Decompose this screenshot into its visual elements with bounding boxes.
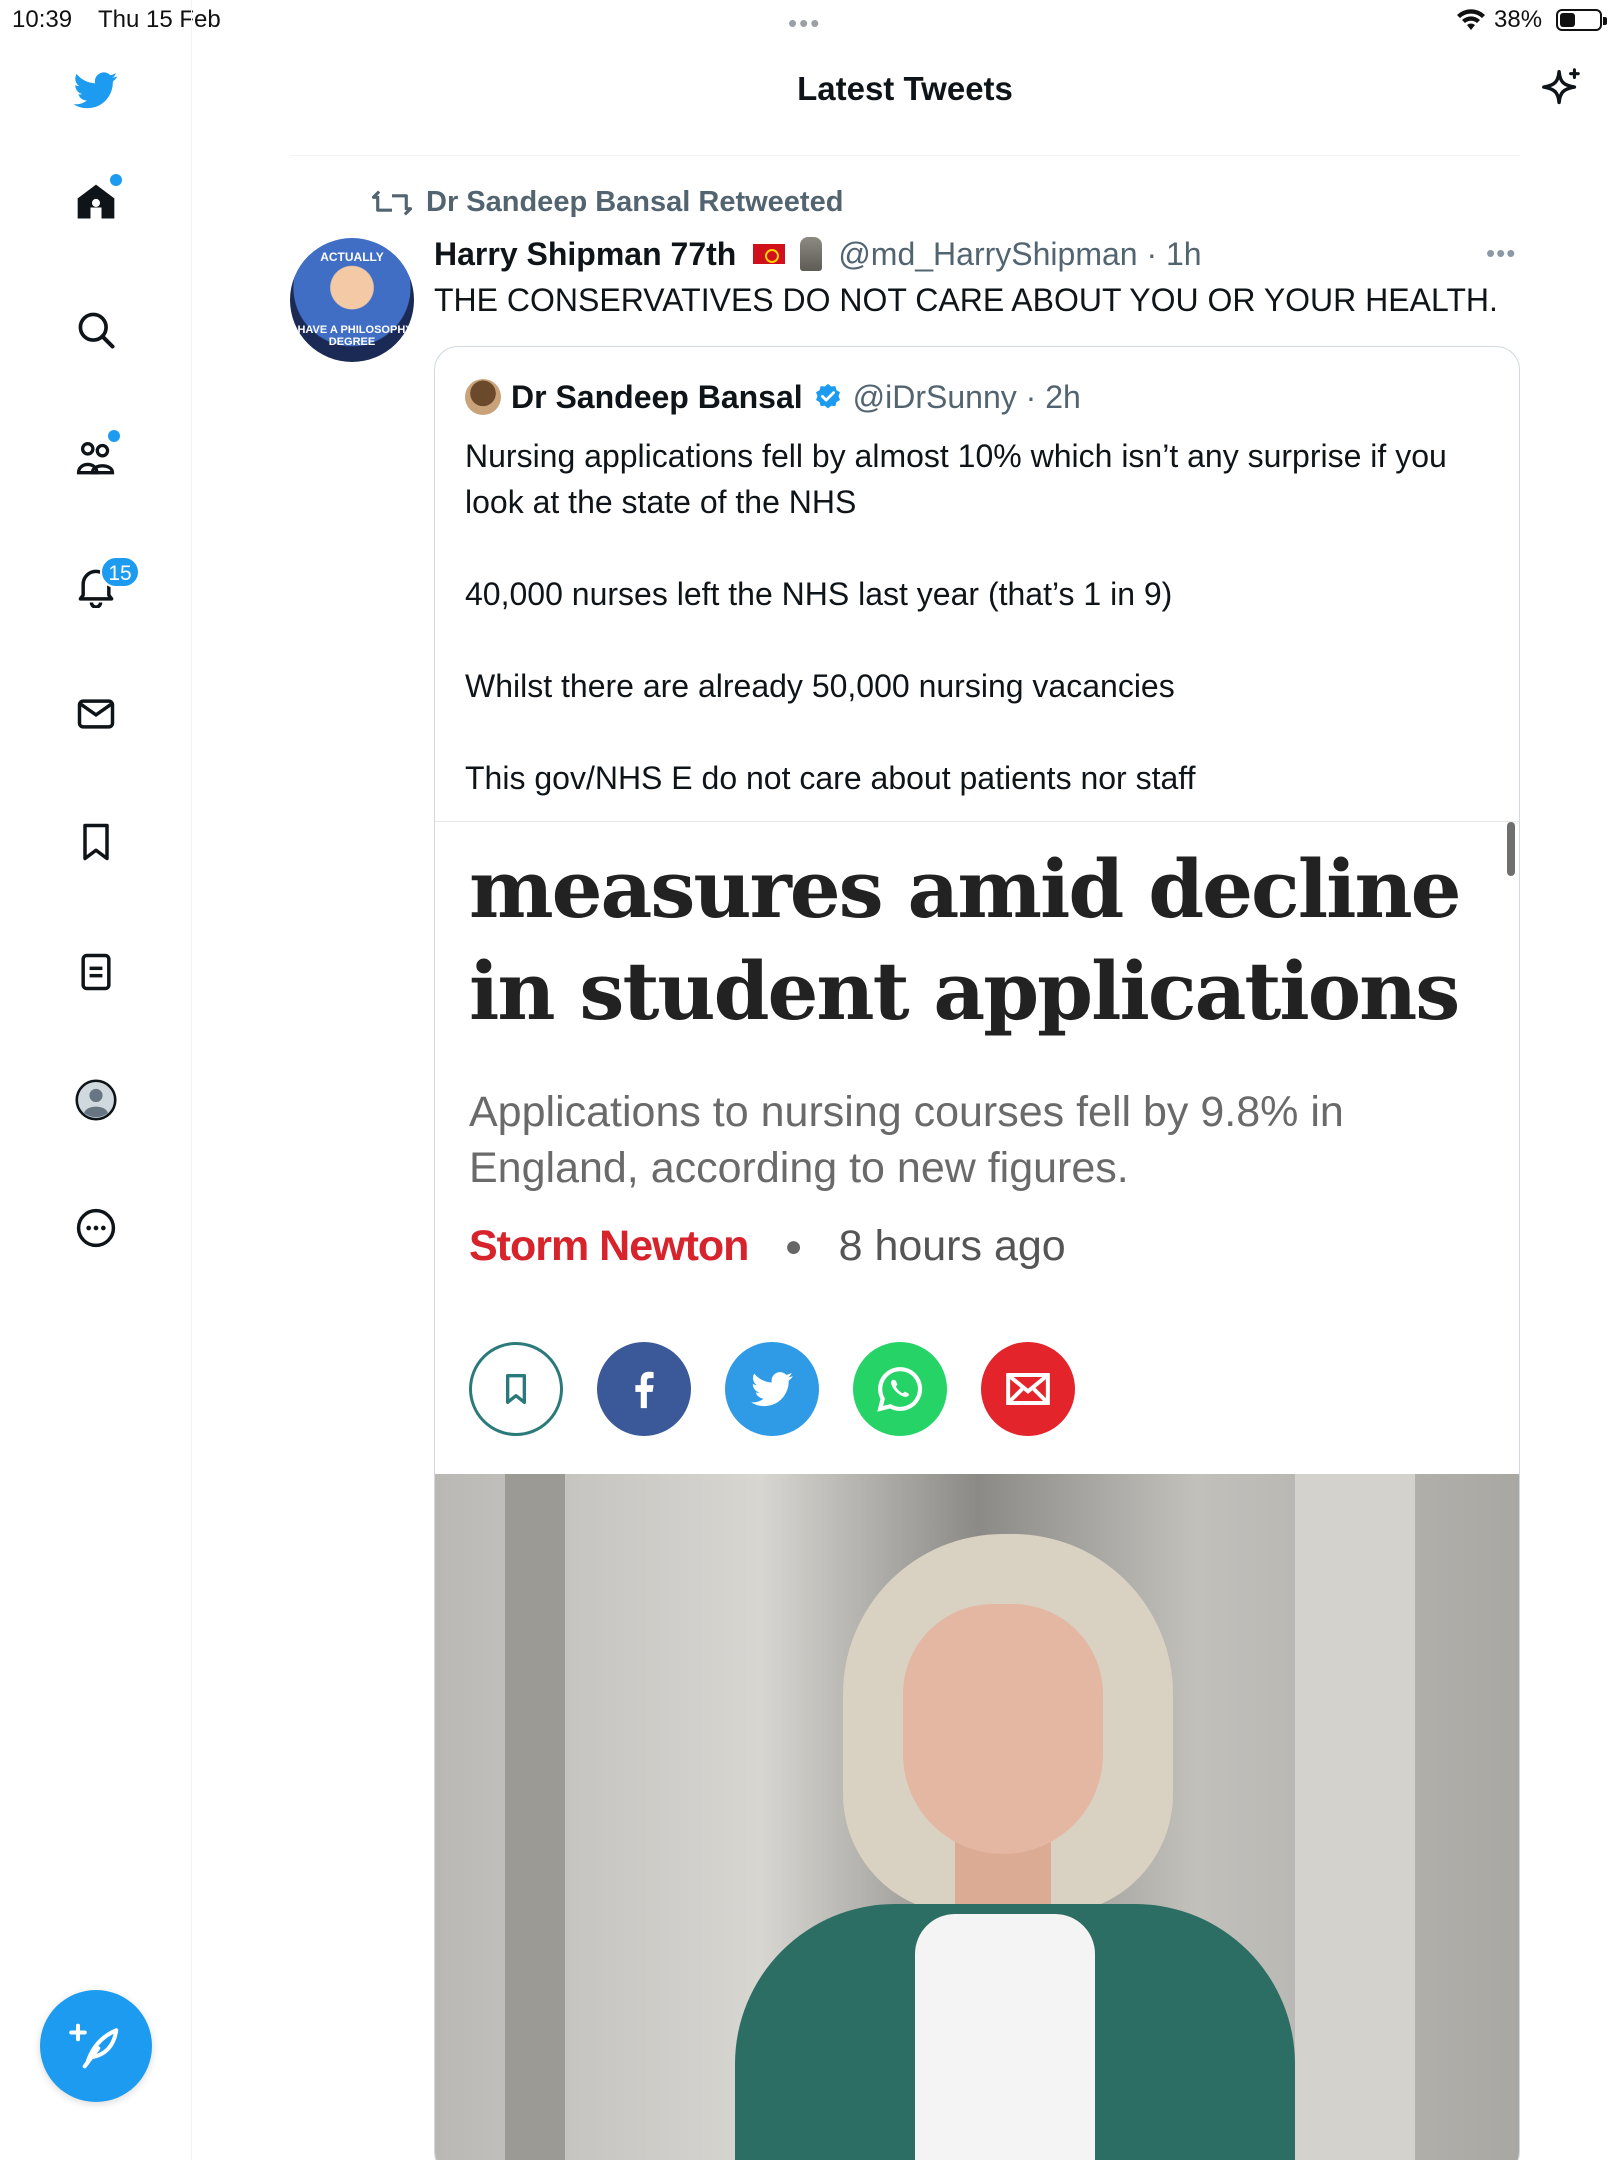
quoted-paragraph: This gov/NHS E do not care about patients nor staff xyxy=(465,760,1196,796)
article-photo xyxy=(435,1474,1520,2160)
lists-icon[interactable] xyxy=(66,942,126,1002)
communities-icon[interactable] xyxy=(66,428,126,488)
article-byline xyxy=(469,1222,1066,1271)
quoted-author-row xyxy=(465,377,1081,417)
bookmarks-icon[interactable] xyxy=(66,812,126,872)
tweet-more-icon[interactable]: ••• xyxy=(1486,238,1517,268)
quoted-paragraph: Whilst there are already 50,000 nursing vacancies xyxy=(465,668,1175,704)
tweet-author-row xyxy=(434,232,1202,276)
article-scrollbar xyxy=(1507,822,1515,876)
communities-unread-dot xyxy=(108,430,120,442)
whatsapp-icon xyxy=(853,1342,947,1436)
byline-separator: ● xyxy=(784,1229,803,1263)
quoted-author-name: Dr Sandeep Bansal xyxy=(511,378,803,415)
isle-of-man-flag-icon xyxy=(752,243,786,265)
battery-percent: 38% xyxy=(1494,6,1543,33)
tweet-text: THE CONSERVATIVES DO NOT CARE ABOUT YOU OR YOUR HEALTH. xyxy=(434,282,1498,318)
avatar-caption-bottom: I HAVE A PHILOSOPHY DEGREE xyxy=(291,324,413,348)
status-time: 10:39 xyxy=(12,6,73,33)
email-share-icon xyxy=(981,1342,1075,1436)
wifi-icon xyxy=(1456,8,1486,37)
quoted-paragraph: 40,000 nurses left the NHS last year (that’s 1 in 9) xyxy=(465,576,1173,612)
quoted-handle-time: @iDrSunny · 2h xyxy=(852,378,1081,415)
verified-badge-icon xyxy=(813,382,843,412)
profile-avatar-icon[interactable] xyxy=(66,1070,126,1130)
twitter-share-icon xyxy=(725,1342,819,1436)
compose-feather-icon xyxy=(69,2019,123,2073)
home-unread-dot xyxy=(110,174,122,186)
timeline-header xyxy=(290,40,1520,156)
battery-icon xyxy=(1556,9,1602,31)
quoted-tweet[interactable] xyxy=(434,346,1520,2160)
moai-emoji-icon xyxy=(800,237,822,271)
retweet-icon xyxy=(372,188,412,218)
article-share-row xyxy=(469,1342,1075,1436)
article-bookmark-icon xyxy=(469,1342,563,1436)
compose-tweet-button[interactable] xyxy=(40,1990,152,2102)
avatar-caption-top: ACTUALLY xyxy=(320,250,384,264)
quoted-author-avatar xyxy=(465,379,501,415)
twitter-logo-icon[interactable] xyxy=(66,60,126,120)
sidebar xyxy=(0,0,192,2160)
more-options-icon[interactable] xyxy=(66,1198,126,1258)
facebook-icon xyxy=(597,1342,691,1436)
status-date: Thu 15 Feb xyxy=(98,6,221,33)
author-handle-time[interactable]: @md_HarryShipman · 1h xyxy=(838,235,1202,272)
notifications-badge: 15 xyxy=(100,556,140,588)
article-headline: measures amid decline in student applications xyxy=(469,842,1460,1038)
multitasking-dots-icon[interactable]: ••• xyxy=(788,8,822,38)
author-avatar[interactable] xyxy=(290,238,414,362)
status-bar xyxy=(0,0,1620,40)
search-icon[interactable] xyxy=(66,300,126,360)
page-title: Latest Tweets xyxy=(797,70,1013,107)
quoted-paragraph: Nursing applications fell by almost 10% which isn’t any surprise if you look at the state of the NHS xyxy=(465,438,1447,520)
messages-envelope-icon[interactable] xyxy=(66,684,126,744)
author-name[interactable]: Harry Shipman 77th xyxy=(434,235,737,272)
article-standfirst: Applications to nursing courses fell by 9.8% in England, according to new figures. xyxy=(469,1088,1344,1192)
retweet-context[interactable] xyxy=(372,186,843,219)
retweeted-by-text: Dr Sandeep Bansal Retweeted xyxy=(426,186,844,218)
quoted-tweet-text xyxy=(465,433,1485,847)
home-icon[interactable] xyxy=(66,172,126,232)
article-author: Storm Newton xyxy=(469,1222,749,1270)
article-time: 8 hours ago xyxy=(838,1222,1066,1270)
attached-article-image[interactable] xyxy=(435,821,1520,2160)
sparkle-timeline-toggle-icon[interactable] xyxy=(1538,66,1584,117)
